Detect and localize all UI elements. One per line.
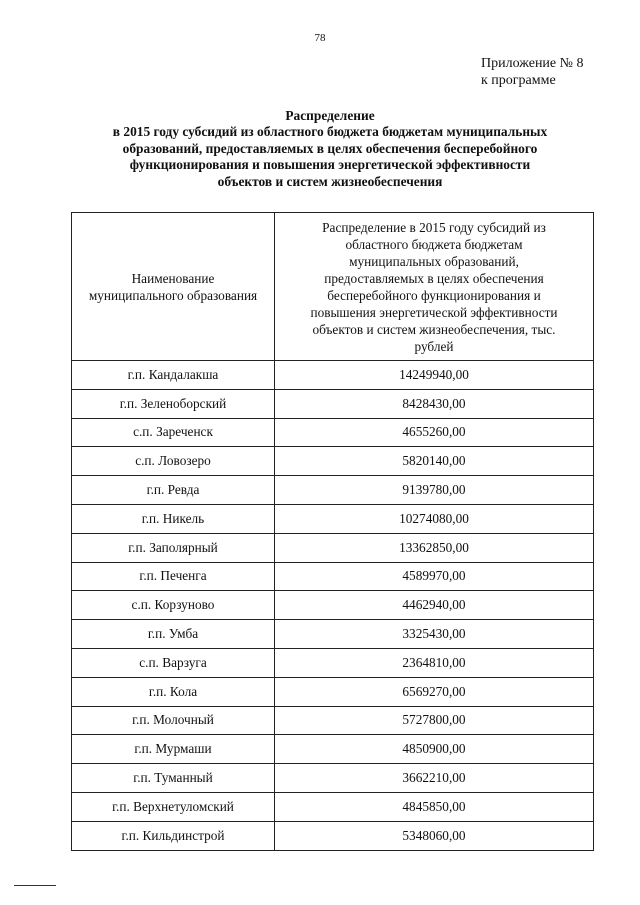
header-desc-line: областного бюджета бюджетам (345, 236, 523, 252)
table-row (72, 764, 594, 793)
subsidy-amount: 13362850,00 (275, 533, 594, 562)
municipality-name: г.п. Кола (72, 677, 275, 706)
municipality-name: с.п. Корзуново (72, 591, 275, 620)
subsidy-distribution-table (71, 212, 594, 851)
title-line-5: объектов и систем жизнеобеспечения (217, 173, 443, 189)
subsidy-amount: 5348060,00 (275, 821, 594, 850)
municipality-name: г.п. Ревда (72, 476, 275, 505)
table-row (72, 735, 594, 764)
table-row (72, 504, 594, 533)
title-line-4: функционирования и повышения энергетической эффективности (129, 157, 531, 173)
municipality-name: г.п. Умба (72, 620, 275, 649)
table-row (72, 562, 594, 591)
header-desc-line: повышения энергетической эффективности (310, 304, 558, 320)
page-number: 78 (314, 32, 326, 44)
header-desc-line: Распределение в 2015 году субсидий из (322, 219, 546, 235)
table-row (72, 533, 594, 562)
table-row (72, 447, 594, 476)
table-row (72, 620, 594, 649)
subsidy-amount: 9139780,00 (275, 476, 594, 505)
subsidy-amount: 3662210,00 (275, 764, 594, 793)
municipality-name: с.п. Зареченск (72, 418, 275, 447)
header-desc-line: муниципальных образований, (349, 253, 519, 269)
title-line-1: Распределение (285, 108, 375, 123)
subsidy-amount: 5820140,00 (275, 447, 594, 476)
subsidy-amount: 4462940,00 (275, 591, 594, 620)
subsidy-amount: 4655260,00 (275, 418, 594, 447)
title-line-2: в 2015 году субсидий из областного бюджета бюджетам муниципальных (112, 124, 548, 140)
municipality-name: г.п. Молочный (72, 706, 275, 735)
municipality-name: с.п. Варзуга (72, 648, 275, 677)
table-row (72, 418, 594, 447)
subsidy-amount: 2364810,00 (275, 648, 594, 677)
appendix-line-2: к программе (481, 73, 556, 88)
title-line-3: образований, предоставляемых в целях обеспечения бесперебойного (122, 140, 538, 156)
table-row (72, 476, 594, 505)
header-desc-line: объектов и систем жизнеобеспечения, тыс. (312, 321, 556, 337)
table-row (72, 792, 594, 821)
header-name-line: муниципального образования (88, 287, 258, 303)
municipality-name: г.п. Верхнетуломский (72, 792, 275, 821)
subsidy-amount: 4850900,00 (275, 735, 594, 764)
municipality-name: г.п. Туманный (72, 764, 275, 793)
municipality-name: г.п. Печенга (72, 562, 275, 591)
subsidy-amount: 8428430,00 (275, 389, 594, 418)
subsidy-amount: 14249940,00 (275, 361, 594, 390)
municipality-name: г.п. Кильдинстрой (72, 821, 275, 850)
appendix-line-1: Приложение № 8 (481, 56, 584, 71)
header-desc-line: рублей (414, 338, 454, 354)
table-row (72, 706, 594, 735)
header-desc-line: предоставляемых в целях обеспечения (324, 270, 544, 286)
subsidy-amount: 10274080,00 (275, 504, 594, 533)
municipality-name: с.п. Ловозеро (72, 447, 275, 476)
header-desc-line: бесперебойного функционирования и (327, 287, 541, 303)
table-row (72, 591, 594, 620)
document-title (60, 108, 600, 190)
subsidy-amount: 3325430,00 (275, 620, 594, 649)
table-row (72, 389, 594, 418)
footnote-separator (14, 885, 56, 886)
municipality-name: г.п. Никель (72, 504, 275, 533)
subsidy-amount: 4589970,00 (275, 562, 594, 591)
subsidy-amount: 5727800,00 (275, 706, 594, 735)
table-row (72, 361, 594, 390)
header-subsidy-amount (275, 213, 594, 361)
appendix-reference (481, 55, 584, 89)
table-row (72, 648, 594, 677)
header-name-line: Наименование (131, 270, 215, 286)
table-header-row (72, 213, 594, 361)
subsidy-amount: 4845850,00 (275, 792, 594, 821)
header-municipality-name (72, 213, 275, 361)
table-row (72, 821, 594, 850)
municipality-name: г.п. Кандалакша (72, 361, 275, 390)
subsidy-amount: 6569270,00 (275, 677, 594, 706)
municipality-name: г.п. Мурмаши (72, 735, 275, 764)
table-row (72, 677, 594, 706)
municipality-name: г.п. Зеленоборский (72, 389, 275, 418)
municipality-name: г.п. Заполярный (72, 533, 275, 562)
